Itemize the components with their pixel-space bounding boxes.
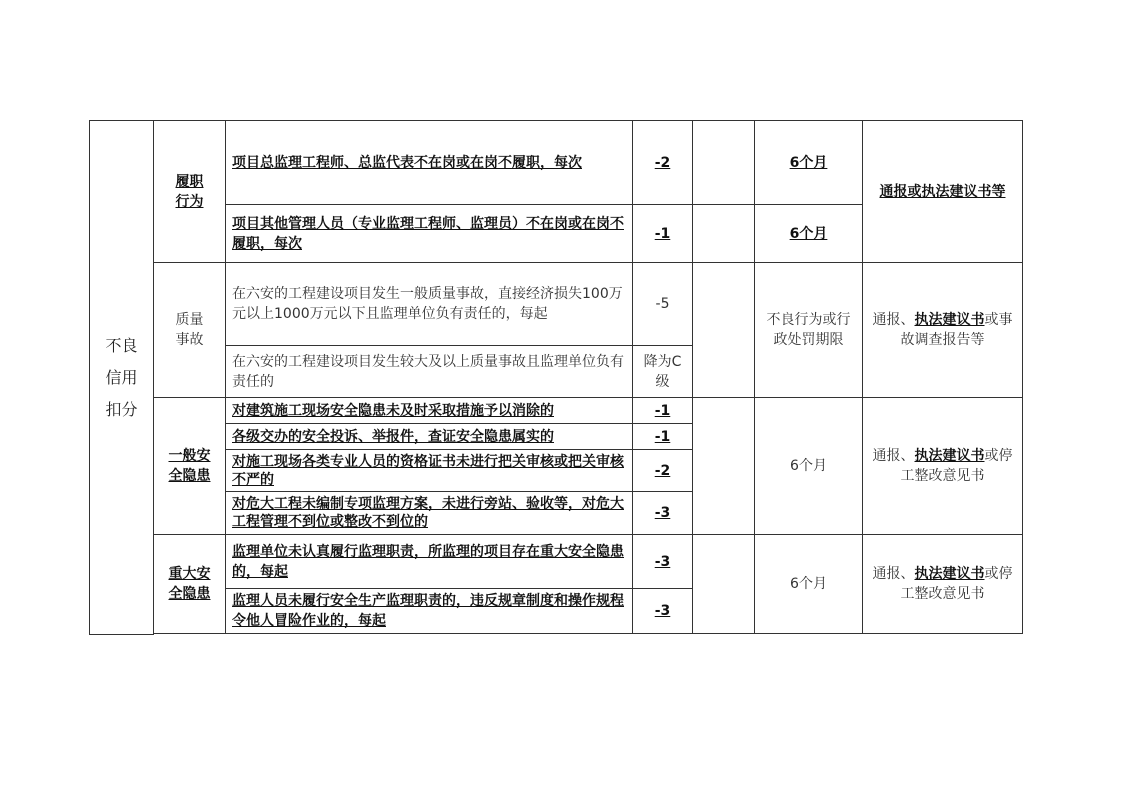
row-description: 对危大工程未编制专项监理方案，未进行旁站、验收等，对危大工程管理不到位或整改不到位的 (226, 492, 633, 535)
row-score: -2 (633, 121, 693, 205)
action-suffix: 或停工整改意见书 (900, 448, 1013, 484)
action-bold: 执法建议书 (914, 312, 985, 328)
action-prefix: 通报、 (872, 312, 915, 328)
action-suffix: 或停工整改意见书 (900, 566, 1013, 602)
row-description: 监理单位未认真履行监理职责，所监理的项目存在重大安全隐患的，每起 (226, 535, 633, 589)
row-description: 项目其他管理人员（专业监理工程师、监理员）不在岗或在岗不履职，每次 (226, 205, 633, 263)
row-score: -3 (633, 492, 693, 535)
empty-cell (693, 121, 755, 205)
action-bold: 执法建议书 (914, 448, 985, 464)
group-action (863, 535, 1023, 634)
row-score: -1 (633, 424, 693, 450)
group-action: 通报或执法建议书等 (863, 121, 1023, 263)
category-label: 不良 信用 扣分 (90, 121, 154, 635)
row-score: -3 (633, 535, 693, 589)
spacer (154, 634, 1023, 635)
row-description: 项目总监理工程师、总监代表不在岗或在岗不履职，每次 (226, 121, 633, 205)
row-description: 在六安的工程建设项目发生较大及以上质量事故且监理单位负有责任的 (226, 346, 633, 398)
empty-cell (693, 263, 755, 398)
row-description: 各级交办的安全投诉、举报件，查证安全隐患属实的 (226, 424, 633, 450)
row-description: 监理人员未履行安全生产监理职责的，违反规章制度和操作规程令他人冒险作业的，每起 (226, 589, 633, 634)
action-prefix: 通报、 (872, 448, 915, 464)
row-description: 对施工现场各类专业人员的资格证书未进行把关审核或把关审核不严的 (226, 450, 633, 492)
group-period: 不良行为或行政处罚期限 (755, 263, 863, 398)
row-score: -1 (633, 398, 693, 424)
group-name: 履职 行为 (154, 121, 226, 263)
action-bold: 执法建议书 (914, 566, 985, 582)
row-score: -1 (633, 205, 693, 263)
row-description: 在六安的工程建设项目发生一般质量事故，直接经济损失100万元以上1000万元以下且监理单位负有责任的，每起 (226, 263, 633, 346)
credit-deduction-table (89, 120, 1023, 635)
empty-cell (693, 398, 755, 535)
row-description: 对建筑施工现场安全隐患未及时采取措施予以消除的 (226, 398, 633, 424)
empty-cell (693, 205, 755, 263)
row-score: 降为C级 (633, 346, 693, 398)
action-prefix: 通报、 (872, 566, 915, 582)
row-score: -5 (633, 263, 693, 346)
action-suffix: 或事故调查报告等 (900, 312, 1013, 348)
row-score: -3 (633, 589, 693, 634)
group-action (863, 398, 1023, 535)
group-name: 质量 事故 (154, 263, 226, 398)
group-name: 重大安 全隐患 (154, 535, 226, 634)
group-action (863, 263, 1023, 398)
group-period: 6个月 (755, 398, 863, 535)
row-period: 6个月 (755, 205, 863, 263)
empty-cell (693, 535, 755, 634)
group-name: 一般安 全隐患 (154, 398, 226, 535)
row-score: -2 (633, 450, 693, 492)
row-period: 6个月 (755, 121, 863, 205)
group-period: 6个月 (755, 535, 863, 634)
